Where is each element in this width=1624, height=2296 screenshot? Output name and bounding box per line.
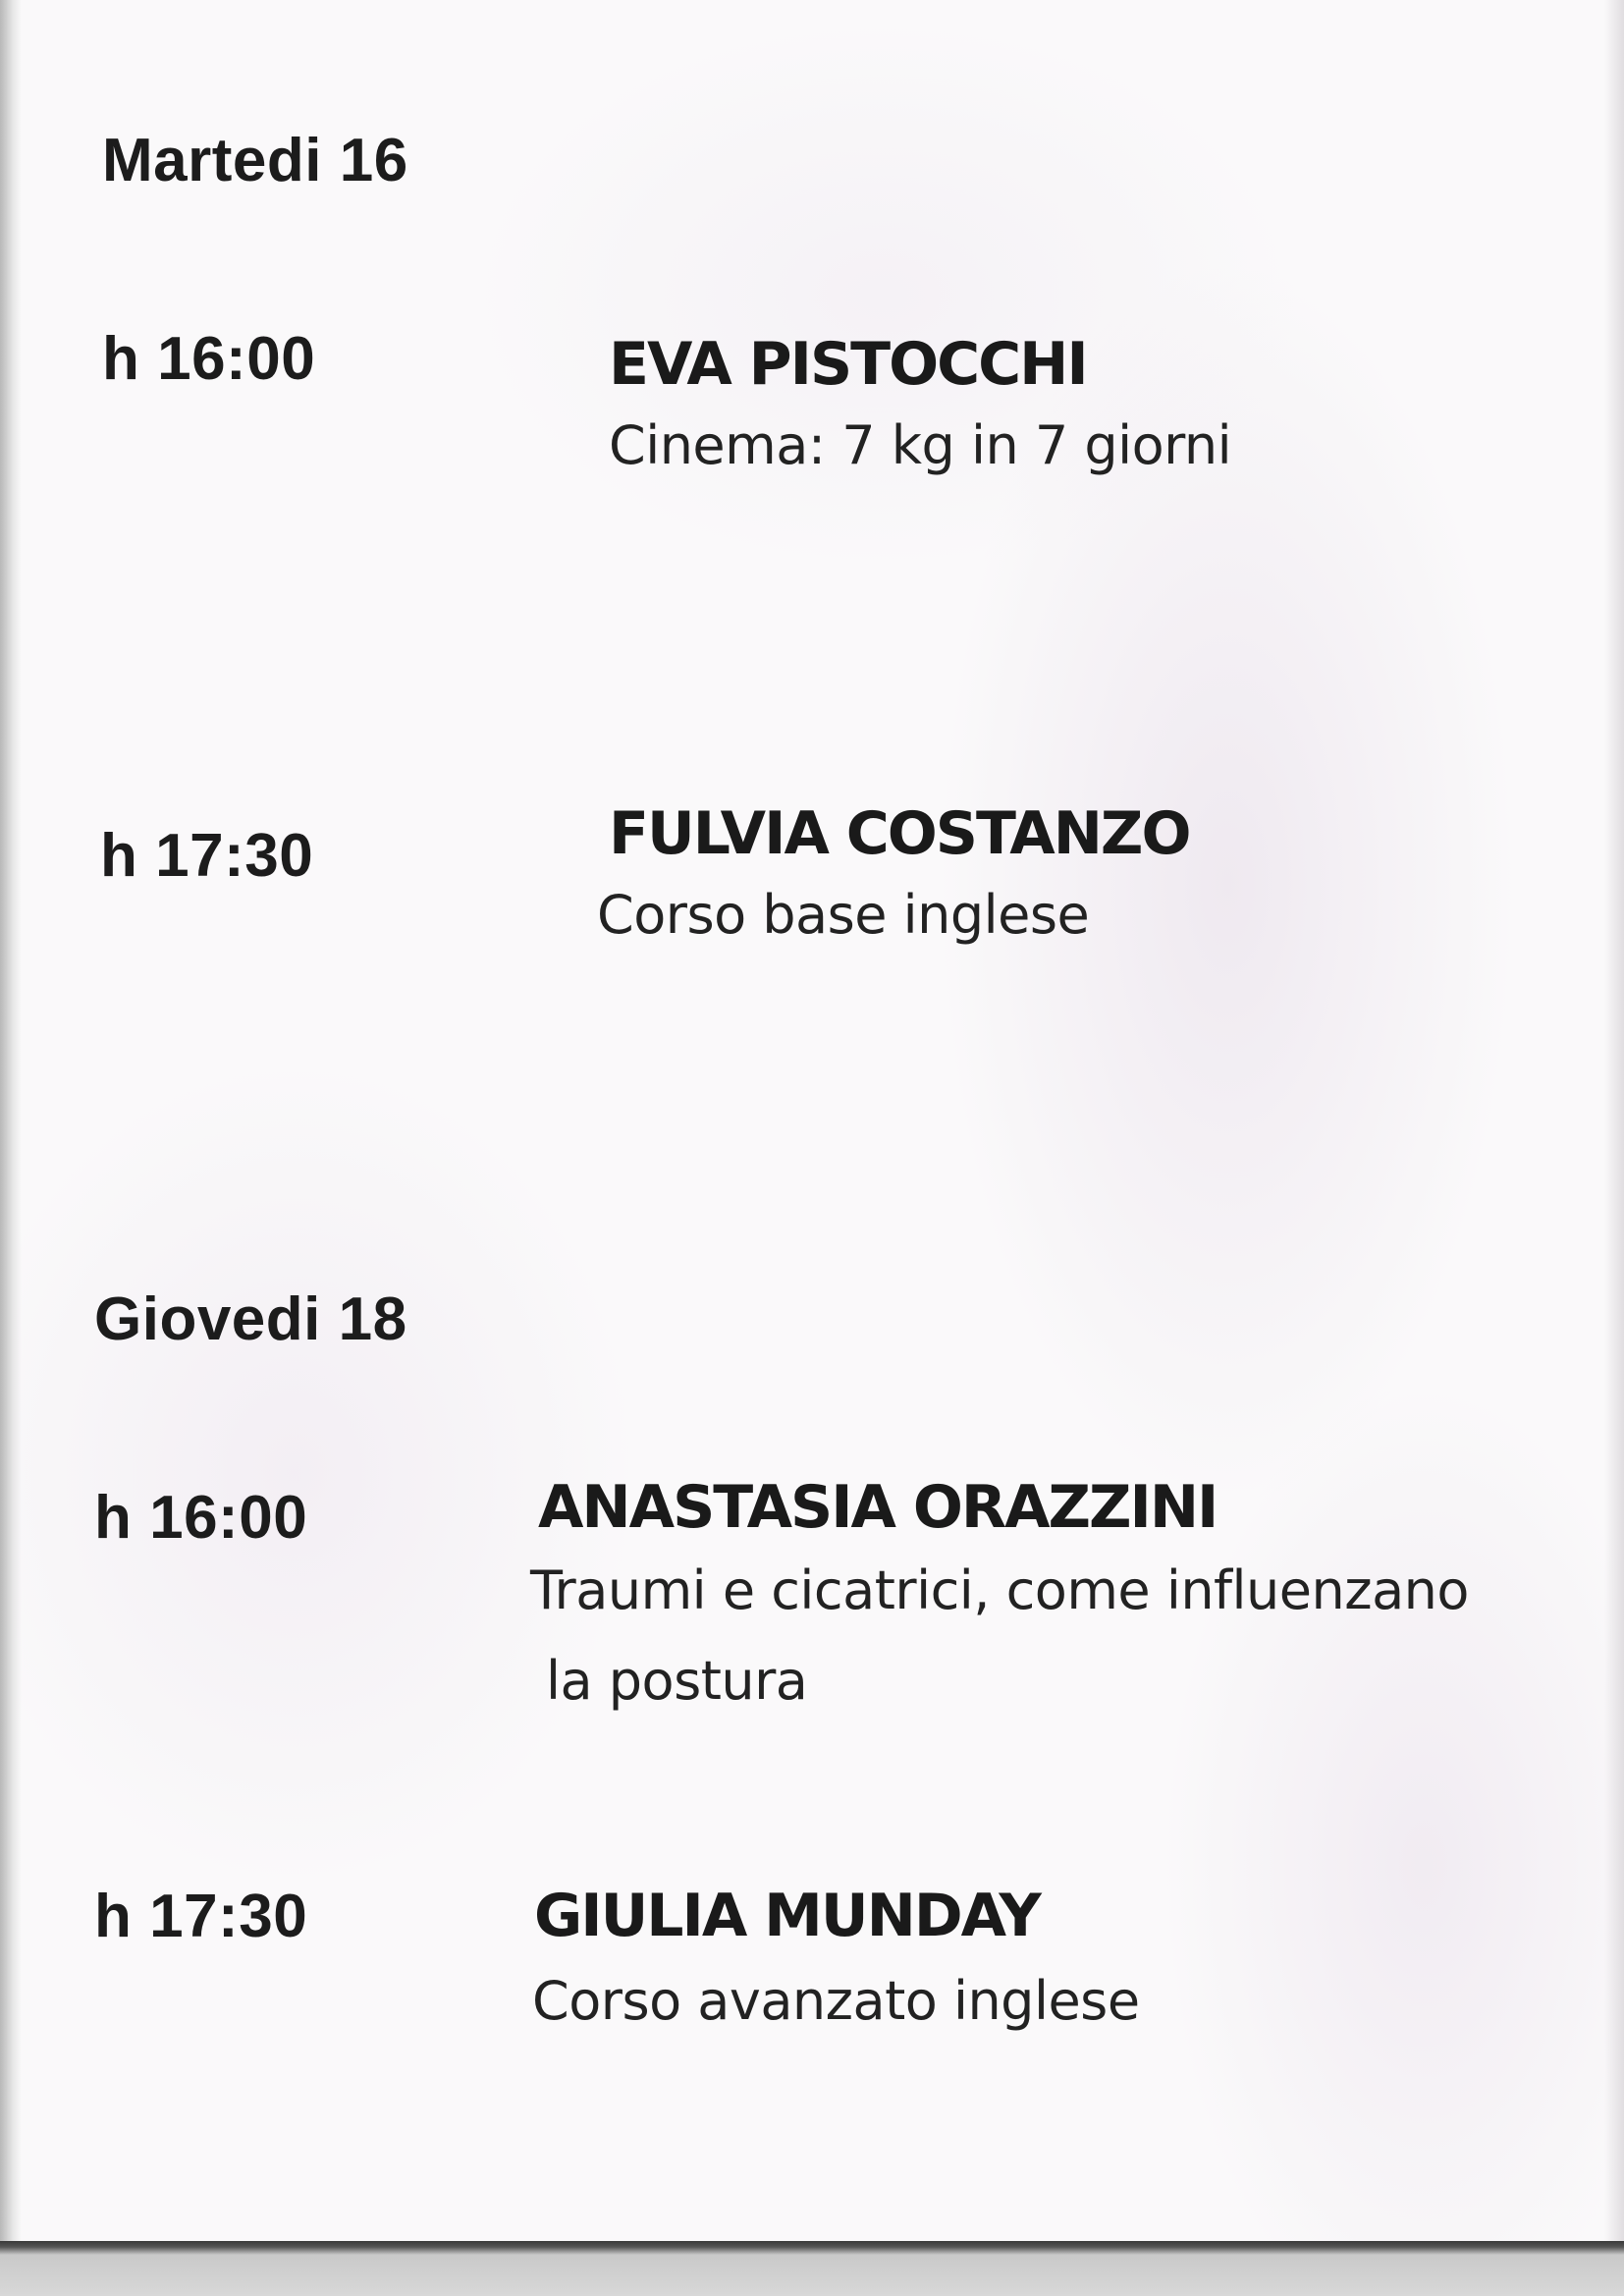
event-time: h 17:30 — [94, 1883, 308, 1950]
event-description: Cinema: 7 kg in 7 giorni — [609, 414, 1232, 476]
event-speaker: EVA PISTOCCHI — [609, 330, 1087, 399]
event-time: h 16:00 — [102, 325, 316, 393]
event-description-line2: la postura — [546, 1650, 808, 1712]
event-time: h 16:00 — [94, 1484, 308, 1552]
day-heading: Martedi 16 — [102, 127, 408, 194]
event-description: Traumi e cicatrici, come influenzano — [530, 1559, 1469, 1621]
event-speaker: FULVIA COSTANZO — [609, 799, 1190, 868]
page-right-edge — [1604, 0, 1624, 2241]
event-description: Corso avanzato inglese — [532, 1970, 1140, 2032]
event-description: Corso base inglese — [597, 884, 1090, 946]
binding-edge-shadow — [0, 0, 22, 2296]
event-speaker: ANASTASIA ORAZZINI — [538, 1473, 1218, 1542]
event-time: h 17:30 — [100, 822, 314, 890]
day-heading: Giovedi 18 — [94, 1285, 407, 1353]
event-speaker: GIULIA MUNDAY — [534, 1882, 1040, 1950]
scan-bottom-band — [0, 2241, 1624, 2296]
